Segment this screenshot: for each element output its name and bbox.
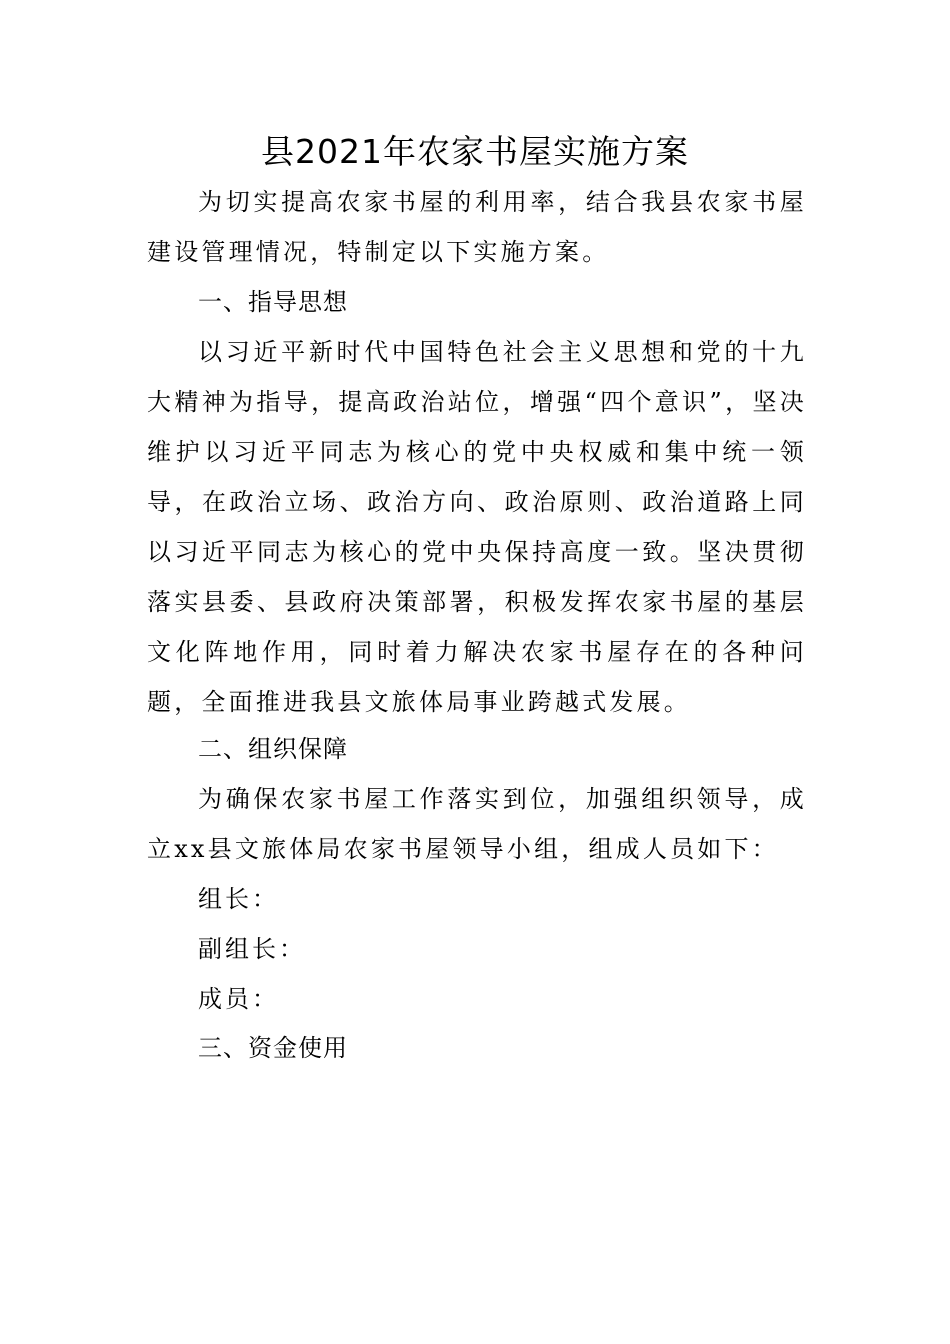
leader-line: 组长：: [198, 885, 279, 913]
section-heading-guiding-ideology: 一、指导思想: [198, 288, 348, 316]
document-title: 县2021年农家书屋实施方案: [261, 132, 689, 171]
guiding-ideology-paragraph: 以习近平新时代中国特色社会主义思想和党的十九大精神为指导，提高政治站位，增强“四个意识”，坚决维护以习近平同志为核心的党中央权威和集中统一领导，在政治立场、政治方向、政治原则、政治道路上同以习近平同志为核心的党中央保持高度一致。坚决贯彻落实县委、县政府决策部署，积极发挥农家书屋的基层文化阵地作用，同时着力解决农家书屋存在的各种问题，全面推进我县文旅体局事业跨越式发展。: [147, 338, 807, 716]
deputy-leader-line: 副组长：: [198, 935, 306, 963]
organization-paragraph: 为确保农家书屋工作落实到位，加强组织领导，成立xx县文旅体局农家书屋领导小组，组成人员如下：: [147, 785, 807, 863]
section-heading-organization: 二、组织保障: [198, 735, 348, 763]
intro-paragraph: 为切实提高农家书屋的利用率，结合我县农家书屋建设管理情况，特制定以下实施方案。: [147, 188, 807, 266]
section-heading-funding: 三、资金使用: [198, 1034, 348, 1062]
members-line: 成员：: [198, 985, 279, 1013]
